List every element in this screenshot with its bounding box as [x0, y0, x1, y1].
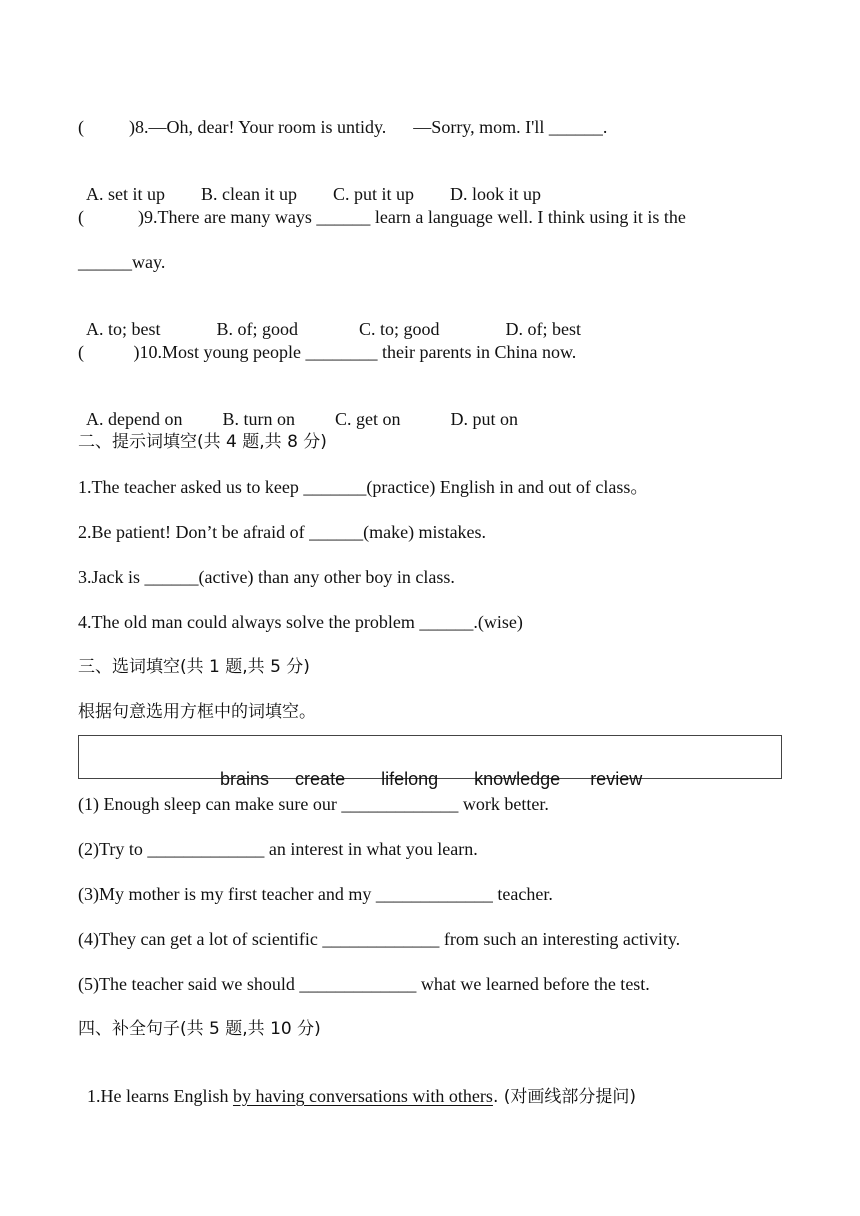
- q8-options: [78, 161, 541, 205]
- section3-item-3: (3)My mother is my first teacher and my _____________ teacher.: [78, 884, 553, 904]
- q9-options: [78, 296, 581, 340]
- q9-stem-line2: ______way.: [78, 252, 166, 272]
- q10-options: [78, 386, 518, 430]
- section2-item-3: 3.Jack is ______(active) than any other boy in class.: [78, 567, 455, 587]
- q10-stem: ( )10.Most young people ________ their parents in China now.: [78, 342, 577, 362]
- option-d: D. of; best: [505, 319, 582, 339]
- q9-stem-line1: ( )9.There are many ways ______ learn a language well. I think using it is the: [78, 207, 686, 227]
- word-brains: brains: [220, 769, 270, 789]
- section3-instruction: 根据句意选用方框中的词填空。: [78, 702, 316, 722]
- section3-item-4: (4)They can get a lot of scientific _____________ from such an interesting activity.: [78, 929, 681, 949]
- section2-item-2: 2.Be patient! Don’t be afraid of ______(make) mistakes.: [78, 522, 487, 542]
- underlined-phrase: by having conversations with others: [232, 1086, 493, 1106]
- option-a: A. depend on: [86, 409, 183, 429]
- option-c: C. to; good: [359, 319, 440, 339]
- option-c: C. put it up: [333, 184, 415, 204]
- q8-stem: ( )8.—Oh, dear! Your room is untidy. —Sorry, mom. I'll ______.: [78, 117, 608, 137]
- section4-title: 四、补全句子(共 5 题,共 10 分): [78, 1019, 321, 1039]
- option-b: B. of; good: [216, 319, 299, 339]
- section2-title: 二、提示词填空(共 4 题,共 8 分): [78, 432, 327, 452]
- section3-item-2: (2)Try to _____________ an interest in what you learn.: [78, 839, 478, 859]
- item-suffix: . (对画线部分提问): [492, 1087, 637, 1107]
- section2-item-1: 1.The teacher asked us to keep _______(practice) English in and out of class。: [78, 477, 649, 497]
- option-c: C. get on: [335, 409, 401, 429]
- section2-item-4: 4.The old man could always solve the problem ______.(wise): [78, 612, 523, 632]
- word-lifelong: lifelong: [381, 769, 439, 789]
- option-a: A. set it up: [86, 184, 166, 204]
- word-knowledge: knowledge: [474, 769, 561, 789]
- section3-item-5: (5)The teacher said we should _____________ what we learned before the test.: [78, 974, 650, 994]
- option-b: B. turn on: [222, 409, 296, 429]
- word-review: review: [590, 769, 643, 789]
- section3-item-1: (1) Enough sleep can make sure our _____________ work better.: [78, 794, 549, 814]
- section3-title: 三、选词填空(共 1 题,共 5 分): [78, 657, 310, 677]
- option-d: D. look it up: [450, 184, 542, 204]
- section4-item-1: [78, 1063, 636, 1108]
- item-prefix: 1.He learns English: [87, 1086, 233, 1106]
- option-a: A. to; best: [86, 319, 161, 339]
- word-create: create: [295, 769, 346, 789]
- word-box: [78, 735, 782, 789]
- option-d: D. put on: [450, 409, 519, 429]
- option-b: B. clean it up: [201, 184, 297, 204]
